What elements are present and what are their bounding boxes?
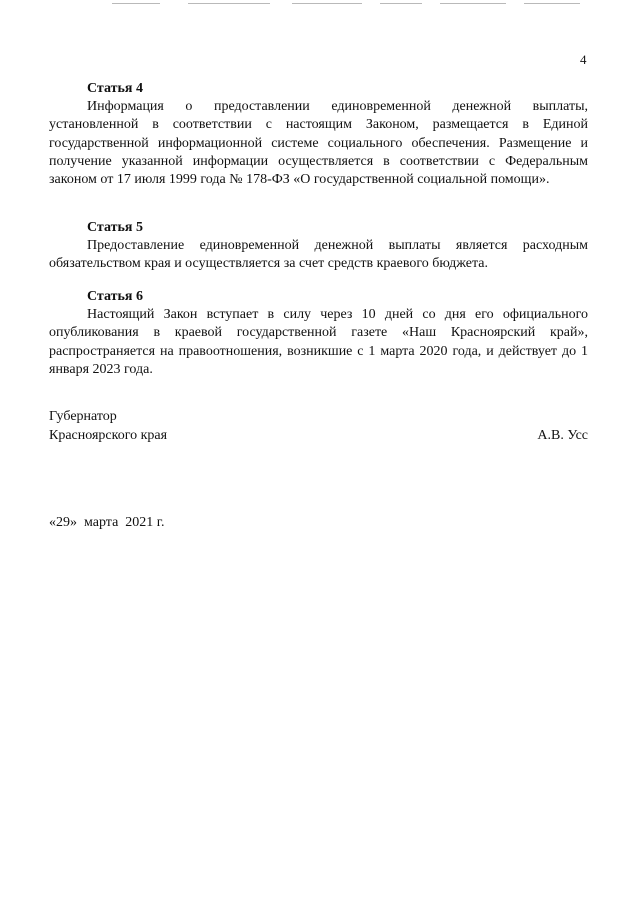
signature-name: А.В. Усс — [537, 428, 588, 443]
article-5-heading: Статья 5 — [87, 220, 143, 235]
scan-edge-lines — [0, 0, 637, 8]
page-number: 4 — [580, 52, 587, 67]
article-5 — [49, 219, 588, 274]
signature-title-line1: Губернатор — [49, 409, 117, 424]
signature-title-line2: Красноярского края — [49, 428, 168, 443]
signature-block — [49, 407, 588, 445]
article-4-text: Информация о предоставлении единовременной денежной выплаты, установленной в соответствии с настоящим Законом, размещается в Единой государственной информационной системе социального обеспечения. Размещение и получение указанной информации осуществляется в соответствии с Федеральным законом от 17 июля 1999 года № 178-ФЗ «О государственной социальной помощи». — [49, 99, 588, 188]
article-6 — [49, 288, 588, 379]
article-6-heading: Статья 6 — [87, 289, 143, 304]
article-6-text: Настоящий Закон вступает в силу через 10 дней со дня его официального опубликования в краевой государственной газете «Наш Красноярский край», распространяется на правоотношения, возникшие с 1 марта 2020 года, и действует до 1 января 2023 года. — [49, 307, 588, 377]
article-5-text: Предоставление единовременной денежной выплаты является расходным обязательством края и осуществляется за счет средств краевого бюджета. — [49, 238, 588, 272]
article-4-heading: Статья 4 — [87, 81, 143, 96]
document-date: «29» марта 2021 г. — [49, 515, 165, 530]
article-4 — [49, 80, 588, 189]
